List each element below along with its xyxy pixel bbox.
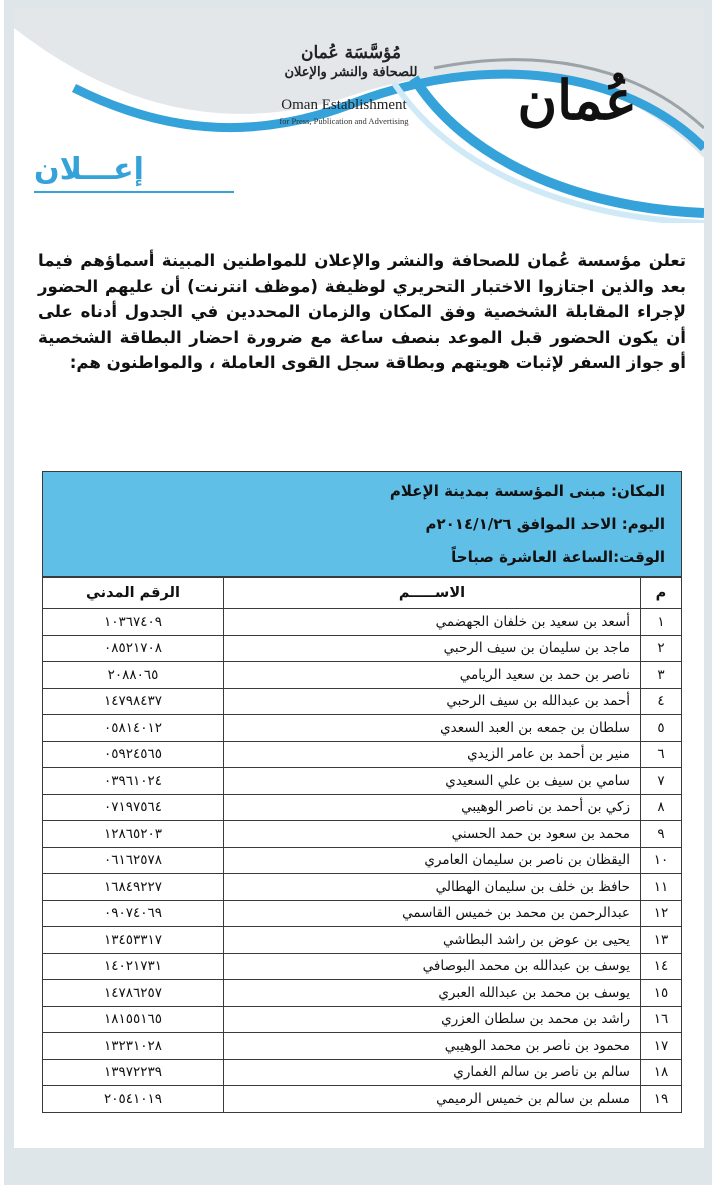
candidates-table-wrap	[42, 471, 682, 1113]
brand-english-name: Oman Establishment	[281, 97, 407, 113]
brand-arabic-name	[276, 44, 426, 82]
table-row	[43, 688, 682, 715]
table-row	[43, 662, 682, 689]
row-civil-id: ١٠٣٦٧٤٠٩	[43, 609, 224, 636]
row-civil-id: ١٣٩٧٢٢٣٩	[43, 1059, 224, 1086]
table-row	[43, 1059, 682, 1086]
info-day: اليوم: الاحد الموافق ٢٠١٤/١/٢٦م	[425, 515, 665, 533]
header-civil-id: الرقم المدني	[43, 578, 224, 609]
interview-info	[42, 471, 682, 577]
table-row	[43, 1033, 682, 1060]
table-row	[43, 980, 682, 1007]
row-name: محمود بن ناصر بن محمد الوهيبي	[224, 1033, 641, 1060]
row-number: ٤	[641, 688, 682, 715]
row-number: ١٨	[641, 1059, 682, 1086]
table-row	[43, 794, 682, 821]
notice-paragraph: تعلن مؤسسة عُمان للصحافة والنشر والإعلان للمواطنين المبينة أسماؤهم فيما بعد والذين اجتازوا الاختبار التحريري لوظيفة (موظف انترنت) أن عليهم الحضور لإجراء المقابلة الشخصية وفق المكان والزمان المحددين في الجدول أدناه على أن يكون الحضور قبل الموعد بنصف ساعة مع ضرورة احضار البطاقة الشخصية أو جواز السفر لإثبات هويتهم وبطاقة سجل القوى العاملة ، والمواطنون هم:	[38, 251, 686, 372]
row-name: محمد بن سعود بن حمد الحسني	[224, 821, 641, 848]
table-row	[43, 715, 682, 742]
row-number: ١	[641, 609, 682, 636]
table-row	[43, 635, 682, 662]
row-name: زكي بن أحمد بن ناصر الوهيبي	[224, 794, 641, 821]
table-row	[43, 1006, 682, 1033]
row-name: أسعد بن سعيد بن خلفان الجهضمي	[224, 609, 641, 636]
table-row	[43, 927, 682, 954]
row-name: ناصر بن حمد بن سعيد الريامي	[224, 662, 641, 689]
footer-band	[14, 1148, 704, 1170]
row-number: ١٠	[641, 847, 682, 874]
row-name: يوسف بن عبدالله بن محمد البوصافي	[224, 953, 641, 980]
row-name: حافظ بن خلف بن سليمان الهطالي	[224, 874, 641, 901]
row-name: سامي بن سيف بن علي السعيدي	[224, 768, 641, 795]
row-civil-id: ٠٥٨١٤٠١٢	[43, 715, 224, 742]
row-name: ماجد بن سليمان بن سيف الرحبي	[224, 635, 641, 662]
ad-title: إعـــلان	[34, 151, 234, 193]
row-name: منير بن أحمد بن عامر الزيدي	[224, 741, 641, 768]
row-civil-id: ٠٦١٦٢٥٧٨	[43, 847, 224, 874]
row-civil-id: ١٣٢٣١٠٢٨	[43, 1033, 224, 1060]
row-number: ٧	[641, 768, 682, 795]
candidates-table	[42, 577, 682, 1113]
table-row	[43, 900, 682, 927]
info-place: المكان: مبنى المؤسسة بمدينة الإعلام	[389, 482, 665, 500]
row-number: ١٣	[641, 927, 682, 954]
row-civil-id: ١٤٧٩٨٤٣٧	[43, 688, 224, 715]
table-header-row	[43, 578, 682, 609]
row-number: ١٩	[641, 1086, 682, 1113]
header-name: الاســـــم	[224, 578, 641, 609]
row-number: ٢	[641, 635, 682, 662]
row-civil-id: ١٤٠٢١٧٣١	[43, 953, 224, 980]
row-number: ٦	[641, 741, 682, 768]
row-name: سلطان بن جمعه بن العبد السعدي	[224, 715, 641, 742]
info-time: الوقت:الساعة العاشرة صباحاً	[451, 548, 665, 566]
row-civil-id: ٠٣٩٦١٠٢٤	[43, 768, 224, 795]
brand-arabic-line1: مُؤسَّسَة عُمان	[301, 43, 401, 63]
oman-logo: عُمان	[517, 68, 637, 132]
row-number: ٣	[641, 662, 682, 689]
row-name: مسلم بن سالم بن خميس الرميمي	[224, 1086, 641, 1113]
table-row	[43, 609, 682, 636]
row-civil-id: ٠٩٠٧٤٠٦٩	[43, 900, 224, 927]
row-name: اليقظان بن ناصر بن سليمان العامري	[224, 847, 641, 874]
ad-sheet	[14, 8, 704, 1170]
row-civil-id: ٢٠٥٤١٠١٩	[43, 1086, 224, 1113]
row-number: ٩	[641, 821, 682, 848]
table-row	[43, 874, 682, 901]
row-civil-id: ٠٨٥٢١٧٠٨	[43, 635, 224, 662]
row-name: يوسف بن محمد بن عبدالله العبري	[224, 980, 641, 1007]
row-name: راشد بن محمد بن سلطان العزري	[224, 1006, 641, 1033]
row-civil-id: ١٣٤٥٣٣١٧	[43, 927, 224, 954]
row-number: ٥	[641, 715, 682, 742]
table-row	[43, 768, 682, 795]
row-number: ١٤	[641, 953, 682, 980]
row-number: ١١	[641, 874, 682, 901]
row-civil-id: ٢٠٨٨٠٦٥	[43, 662, 224, 689]
header-number: م	[641, 578, 682, 609]
table-row	[43, 847, 682, 874]
row-civil-id: ١٨١٥٥١٦٥	[43, 1006, 224, 1033]
row-name: سالم بن ناصر بن سالم الغماري	[224, 1059, 641, 1086]
row-number: ٨	[641, 794, 682, 821]
row-civil-id: ١٢٨٦٥٢٠٣	[43, 821, 224, 848]
brand-english-sub: for Press, Publication and Advertising	[279, 116, 409, 126]
table-row	[43, 1086, 682, 1113]
row-number: ١٧	[641, 1033, 682, 1060]
row-name: أحمد بن عبدالله بن سيف الرحبي	[224, 688, 641, 715]
table-row	[43, 821, 682, 848]
row-civil-id: ٠٥٩٢٤٥٦٥	[43, 741, 224, 768]
table-row	[43, 953, 682, 980]
row-name: عبدالرحمن بن محمد بن خميس القاسمي	[224, 900, 641, 927]
row-name: يحيى بن عوض بن راشد البطاشي	[224, 927, 641, 954]
row-civil-id: ١٤٧٨٦٢٥٧	[43, 980, 224, 1007]
brand-arabic-line2: للصحافة والنشر والإعلان	[284, 65, 418, 80]
row-civil-id: ١٦٨٤٩٢٢٧	[43, 874, 224, 901]
row-number: ١٢	[641, 900, 682, 927]
row-number: ١٥	[641, 980, 682, 1007]
row-civil-id: ٠٧١٩٧٥٦٤	[43, 794, 224, 821]
table-row	[43, 741, 682, 768]
row-number: ١٦	[641, 1006, 682, 1033]
